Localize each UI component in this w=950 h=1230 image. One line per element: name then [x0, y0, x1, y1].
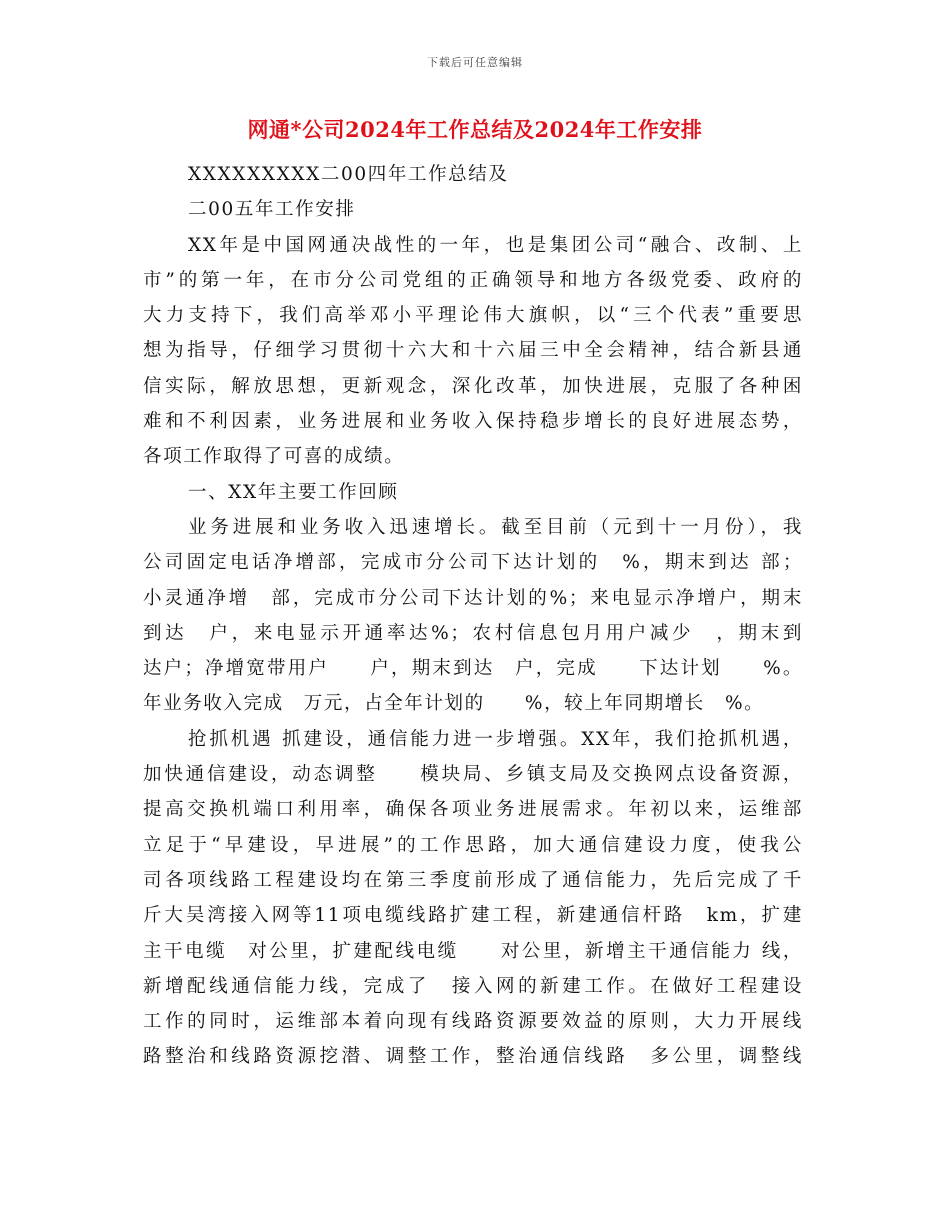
- text-line: 一、XX年主要工作回顾: [188, 481, 399, 503]
- text-line: 公司固定电话净增部，完成市分公司下达计划的 %，期末到达 部；: [143, 552, 803, 574]
- text-line: 信实际，解放思想，更新观念，深化改革，加快进展，克服了各种困: [143, 375, 803, 397]
- text-line: 二00五年工作安排: [188, 199, 356, 221]
- document-body: [143, 157, 803, 1075]
- text-line: 立足于“早建设，早进展”的工作思路，加大通信建设力度，使我公: [143, 834, 803, 856]
- text-line: 司各项线路工程建设均在第三季度前形成了通信能力，先后完成了千: [143, 869, 803, 891]
- text-line: 提高交换机端口利用率，确保各项业务进展需求。年初以来，运维部: [143, 799, 803, 821]
- text-line: 想为指导，仔细学习贯彻十六大和十六届三中全会精神，结合新县通: [143, 340, 803, 362]
- text-line: 小灵通净增 部，完成市分公司下达计划的%；来电显示净增户，期末: [143, 587, 803, 609]
- text-line: 市”的第一年，在市分公司党组的正确领导和地方各级党委、政府的: [143, 269, 803, 291]
- text-line: XX年是中国网通决战性的一年，也是集团公司“融合、改制、上: [188, 234, 803, 256]
- header-note: 下载后可任意编辑: [427, 56, 523, 69]
- text-line: 加快通信建设，动态调整 模块局、乡镇支局及交换网点设备资源，: [143, 764, 803, 786]
- text-line: 主干电缆 对公里，扩建配线电缆 对公里，新增主干通信能力 线，: [143, 940, 803, 962]
- text-line: 达户；净增宽带用户 户，期末到达 户，完成 下达计划 %。: [143, 658, 803, 680]
- text-line: XXXXXXXXX二00四年工作总结及: [188, 164, 509, 185]
- text-line: 新增配线通信能力线，完成了 接入网的新建工作。在做好工程建设: [143, 975, 803, 997]
- text-line: 年业务收入完成 万元，占全年计划的 %，较上年同期增长 %。: [143, 693, 765, 715]
- text-line: 斤大吴湾接入网等11项电缆线路扩建工程，新建通信杆路 km，扩建: [143, 905, 803, 927]
- text-line: 难和不利因素，业务进展和业务收入保持稳步增长的良好进展态势，: [143, 411, 803, 433]
- text-line: 大力支持下，我们高举邓小平理论伟大旗帜，以“三个代表”重要思: [143, 305, 803, 327]
- text-line: 业务进展和业务收入迅速增长。截至目前（元到十一月份），我: [188, 516, 803, 538]
- text-line: 工作的同时，运维部本着向现有线路资源要效益的原则，大力开展线: [143, 1011, 803, 1033]
- text-line: 到达 户，来电显示开通率达%；农村信息包月用户减少 ，期末到: [143, 622, 803, 644]
- text-line: 抢抓机遇 抓建设，通信能力进一步增强。XX年，我们抢抓机遇，: [188, 728, 803, 750]
- text-line: 各项工作取得了可喜的成绩。: [143, 446, 405, 468]
- document-title: 网通*公司2024年工作总结及2024年工作安排: [247, 117, 703, 142]
- text-line: 路整治和线路资源挖潜、调整工作，整治通信线路 多公里，调整线: [143, 1046, 803, 1068]
